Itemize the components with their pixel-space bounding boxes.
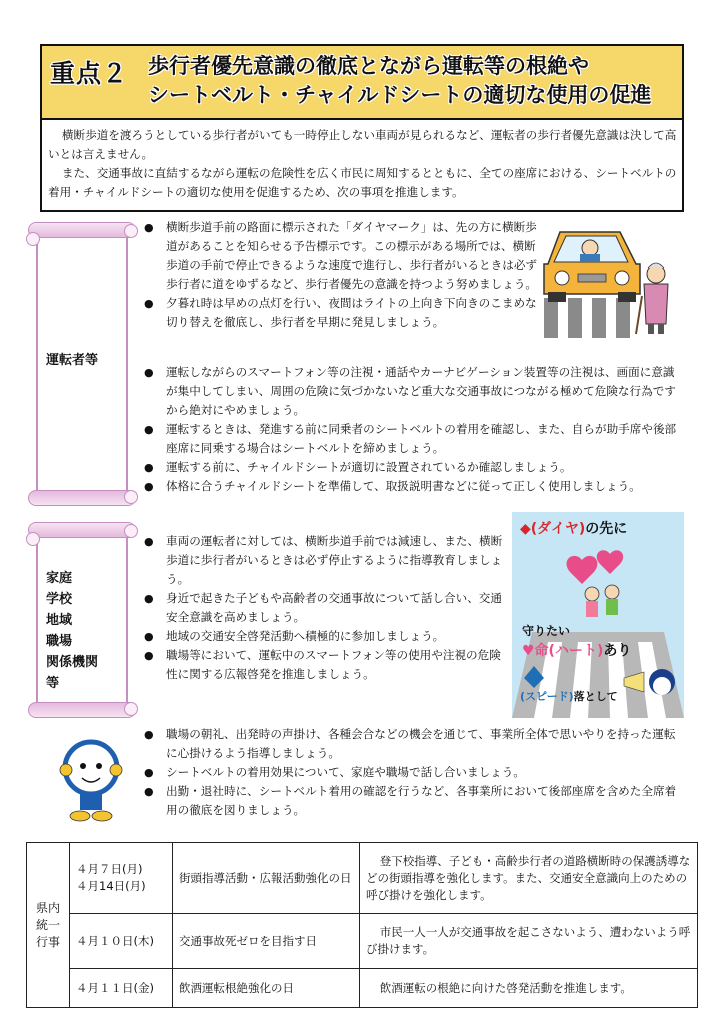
community-label-2: 学校 — [46, 592, 73, 607]
community-item-2: ● 身近で起きた子どもや高齢者の交通事故について話し合い、交通安全意識を高めましょう。 — [144, 591, 502, 624]
event-description: 登下校指導、子ども・高齢歩行者の道路横断時の保護誘導などの街頭指導を強化します。また、交通安全意識向上のための呼び掛けを強化します。 — [360, 843, 698, 914]
event-date: ４月７日(月) ４月14日(月) — [70, 843, 173, 914]
event-date: ４月１１日(金) — [70, 969, 173, 1008]
car-crosswalk-illustration — [540, 224, 680, 340]
poster-speed-text: (スピード) — [520, 690, 574, 703]
community-item-5: ● 職場の朝礼、出発時の声掛け、各種会合などの機会を通じて、事業所全体で思いやりを持った運転に心掛けるよう指導しましょう。 — [144, 727, 676, 760]
scroll-label-community — [46, 568, 126, 694]
community-list-bottom — [140, 725, 680, 820]
driver-list-top — [140, 218, 542, 332]
community-item-7: ● 出勤・退社時に、シートベルト着用の確認を行うなど、各事業所において後部座席を含めた全席着用の徹底を図りましょう。 — [144, 784, 677, 817]
community-label-5: 関係機関 — [46, 655, 99, 670]
driver-item-4: ● 運転するときは、発進する前に同乗者のシートベルトの着用を確認し、また、自らが助手席や後部座席に同乗する場合はシートベルトを締めましょう。 — [144, 422, 677, 455]
driver-item-6: ● 体格に合うチャイルドシートを準備して、取扱説明書などに従って正しく使用しましょう。 — [144, 479, 641, 493]
intro-text — [48, 126, 678, 202]
poster-line4-text: 落として — [573, 690, 618, 703]
title-line-1: 歩行者優先意識の徹底とながら運転等の根絶や — [148, 54, 589, 78]
header-box — [40, 44, 684, 212]
driver-list-bottom — [140, 363, 680, 496]
scroll-label-drivers: 運転者等 — [46, 353, 99, 368]
event-name: 街頭指導活動・広報活動強化の日 — [173, 843, 360, 914]
table-row — [27, 969, 698, 1008]
community-item-6: ● シートベルトの着用効果について、家庭や職場で話し合いましょう。 — [144, 765, 525, 779]
driver-item-3: ● 運転しながらのスマートフォン等の注視・通話やカーナビゲーション装置等の注視は、画面に意識が集中してしまい、周囲の危険に気づかないなど重大な交通事故につながる極めて危険な行為ですから絶対にやめましょう。 — [144, 365, 676, 417]
community-label-3: 地域 — [46, 613, 73, 628]
driver-item-5: ● 運転する前に、チャイルドシートが適切に設置されているか確認しましょう。 — [144, 460, 572, 474]
poster-heart-text: ♥命(ハート) — [522, 643, 604, 659]
community-label-4: 職場 — [46, 634, 73, 649]
table-head-cell: 県内統一行事 — [27, 843, 70, 1008]
community-list-top — [140, 532, 506, 684]
section-number: 重点２ — [50, 59, 129, 88]
community-item-1: ● 車両の運転者に対しては、横断歩道手前では減速し、また、横断歩道に歩行者がいるときは必ず停止するように指導教育しましょう。 — [144, 534, 503, 586]
event-description: 市民一人一人が交通事故を起こさないよう、遭わないよう呼び掛けます。 — [360, 914, 698, 969]
scroll-drivers — [28, 222, 136, 506]
community-label-1: 家庭 — [46, 571, 73, 586]
intro-paragraph-2: また、交通事故に直結するながら運転の危険性を広く市民に周知するとともに、全ての座席における、シートベルトの着用・チャイルドシートの適切な使用を促進するため、次の事項を推進します。 — [48, 166, 677, 199]
driver-item-2: ● 夕暮れ時は早めの点灯を行い、夜間はライトの上向き下向きのこまめな切り替えを徹底し、歩行者を早期に発見しましょう。 — [144, 296, 537, 329]
mascot-illustration — [56, 736, 126, 822]
event-name: 飲酒運転根絶強化の日 — [173, 969, 360, 1008]
event-date: ４月１０日(木) — [70, 914, 173, 969]
diamond-poster — [512, 512, 684, 718]
section-title — [148, 52, 678, 110]
poster-line3-text: あり — [603, 643, 632, 659]
table-row — [27, 914, 698, 969]
event-name: 交通事故死ゼロを目指す日 — [173, 914, 360, 969]
community-label-6: 等 — [46, 676, 60, 691]
poster-diamond-text: ◆(ダイヤ) — [520, 521, 586, 537]
intro-paragraph-1: 横断歩道を渡ろうとしている歩行者がいても一時停止しない車両が見られるなど、運転者の歩行者優先意識は決して高いとは言えません。 — [48, 128, 677, 161]
driver-item-1: ● 横断歩道手前の路面に標示された「ダイヤマーク」は、先の方に横断歩道があることを知らせる予告標示です。この標示がある場所では、横断歩道の手前で停止できるような速度で進行し、歩行者がいるときは必ず歩行者に道をゆずるなど、歩行者優先の意識を持つよう努めましょう。 — [144, 220, 538, 291]
poster-line1-text: の先に — [585, 521, 628, 537]
poster-line2-text: 守りたい — [522, 624, 571, 638]
community-item-3: ● 地域の交通安全啓発活動へ積極的に参加しましょう。 — [144, 629, 445, 643]
events-table — [26, 842, 698, 1008]
title-line-2: シートベルト・チャイルドシートの適切な使用の促進 — [148, 83, 652, 107]
community-item-4: ● 職場等において、運転中のスマートフォン等の使用や注視の危険性に関する広報啓発を推進しましょう。 — [144, 648, 501, 681]
scroll-community — [28, 522, 136, 718]
table-row — [27, 843, 698, 914]
title-band — [42, 46, 682, 120]
event-description: 飲酒運転の根絶に向けた啓発活動を推進します。 — [360, 969, 698, 1008]
